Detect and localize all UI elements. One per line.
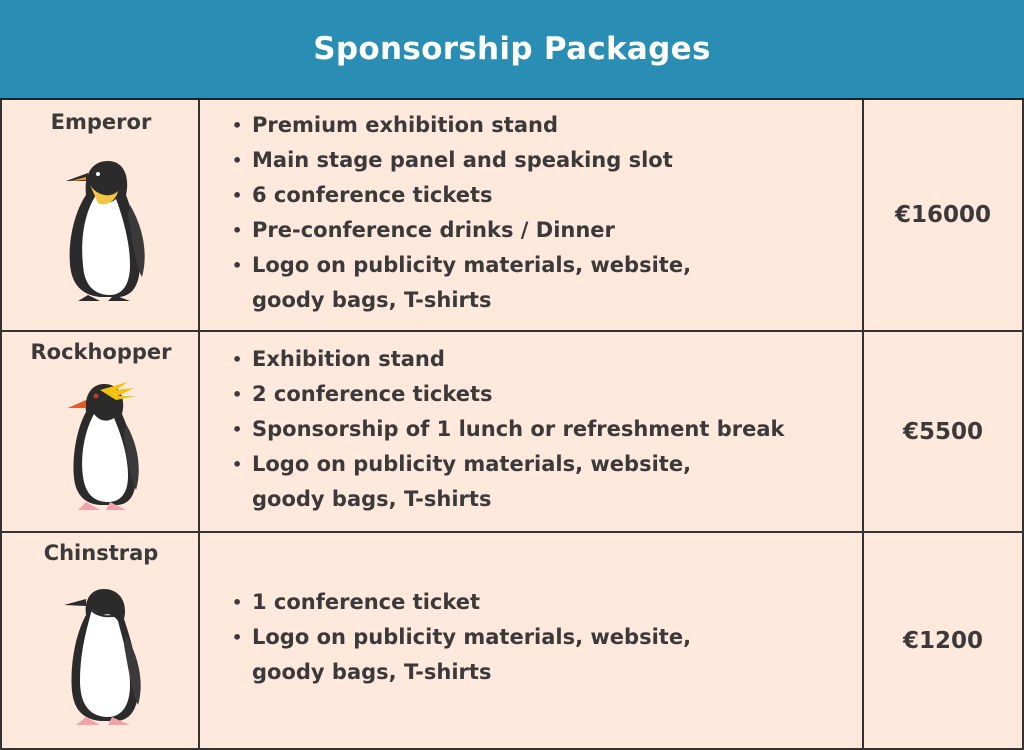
feature-item: • 1 conference ticket bbox=[230, 585, 691, 620]
feature-item: • Logo on publicity materials, website, goody bags, T-shirts bbox=[230, 620, 691, 690]
feature-item: • Main stage panel and speaking slot bbox=[230, 143, 691, 178]
package-features-cell bbox=[200, 533, 864, 748]
feature-list bbox=[230, 342, 785, 517]
package-name: Rockhopper bbox=[30, 340, 172, 364]
package-name: Chinstrap bbox=[43, 541, 159, 565]
feature-item: • Exhibition stand bbox=[230, 342, 785, 377]
feature-item: • Pre-conference drinks / Dinner bbox=[230, 213, 691, 248]
header-banner bbox=[0, 0, 1024, 100]
feature-list bbox=[230, 108, 691, 318]
package-name-cell bbox=[2, 332, 200, 531]
feature-list bbox=[230, 585, 691, 690]
package-price: €5500 bbox=[902, 418, 984, 445]
package-row-chinstrap bbox=[2, 533, 1022, 748]
feature-item: • 2 conference tickets bbox=[230, 377, 785, 412]
package-price: €1200 bbox=[902, 627, 984, 654]
package-name-cell bbox=[2, 533, 200, 748]
package-row-emperor bbox=[2, 100, 1022, 332]
package-price: €16000 bbox=[894, 202, 992, 228]
chinstrap-penguin-icon bbox=[62, 585, 146, 730]
package-name-cell bbox=[2, 100, 200, 330]
package-name: Emperor bbox=[50, 110, 152, 134]
rockhopper-penguin-icon bbox=[64, 378, 144, 513]
feature-item: • Sponsorship of 1 lunch or refreshment break bbox=[230, 412, 785, 447]
feature-item: • 6 conference tickets bbox=[230, 178, 691, 213]
feature-item: • Logo on publicity materials, website, goody bags, T-shirts bbox=[230, 447, 785, 517]
emperor-penguin-icon bbox=[60, 155, 152, 305]
package-row-rockhopper bbox=[2, 332, 1022, 533]
package-features-cell bbox=[200, 100, 864, 330]
feature-item: • Premium exhibition stand bbox=[230, 108, 691, 143]
feature-item: • Logo on publicity materials, website, goody bags, T-shirts bbox=[230, 248, 691, 318]
page-title: Sponsorship Packages bbox=[313, 31, 711, 67]
packages-table bbox=[0, 100, 1024, 750]
package-features-cell bbox=[200, 332, 864, 531]
